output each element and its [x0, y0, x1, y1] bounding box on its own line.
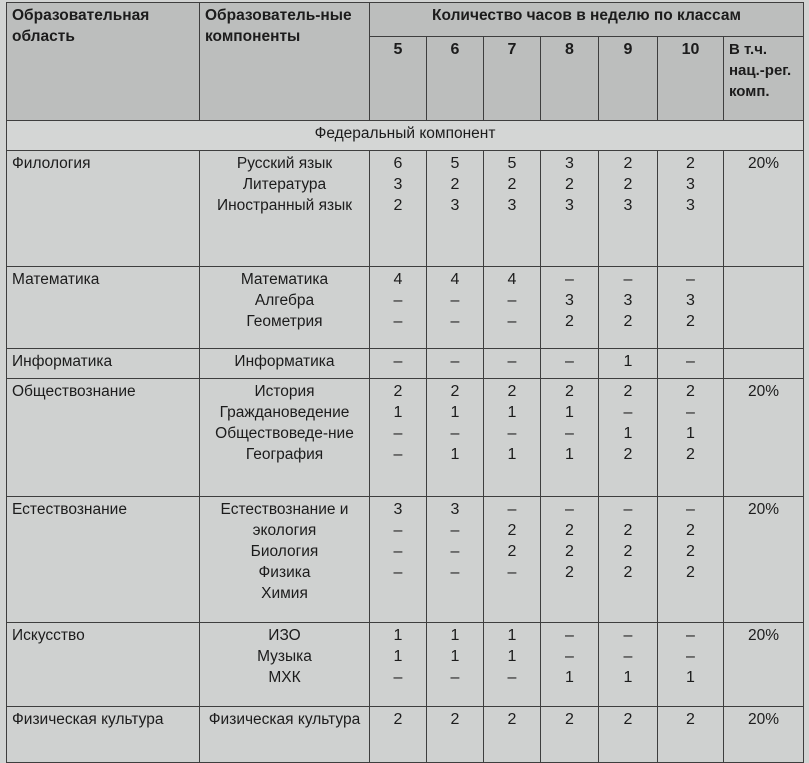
hours-value: 2	[393, 197, 403, 214]
hours-cell-grade-8	[541, 349, 599, 379]
hours-value: –	[565, 648, 574, 665]
hours-cell-grade-10	[658, 151, 724, 267]
hours-value: 2	[623, 564, 633, 581]
hours-cell-grade-5	[370, 379, 427, 497]
hours-value: 1	[450, 404, 460, 421]
component-name: Обществоведе-ние	[215, 425, 354, 442]
hours-value: 2	[450, 383, 460, 400]
hours-value: 3	[686, 292, 695, 309]
hours-cell-grade-10	[658, 379, 724, 497]
component-name: Физическая культура	[208, 711, 361, 728]
hours-value: 1	[450, 446, 460, 463]
component-name: Биология	[250, 543, 319, 560]
hours-value: 2	[565, 543, 574, 560]
hours-cell-grade-7	[484, 267, 541, 349]
hours-value: –	[623, 404, 633, 421]
hours-cell-grade-6	[427, 349, 484, 379]
hours-value: –	[507, 564, 517, 581]
table-row	[7, 151, 804, 267]
component-name: МХК	[268, 669, 301, 686]
hours-value: 2	[565, 522, 574, 539]
hours-value: 2	[507, 711, 517, 728]
hours-value: –	[507, 425, 517, 442]
hours-value: 2	[686, 711, 695, 728]
hours-cell-grade-8	[541, 623, 599, 707]
national-share-cell	[724, 267, 804, 349]
table-body	[7, 121, 804, 763]
national-share-cell: 20%	[724, 151, 804, 267]
hours-cell-grade-6	[427, 379, 484, 497]
hours-value: 1	[450, 648, 460, 665]
hours-cell-grade-5	[370, 267, 427, 349]
hours-value: –	[450, 353, 460, 370]
hours-cell-grade-5	[370, 151, 427, 267]
hours-value: 1	[507, 404, 517, 421]
component-name: Геометрия	[246, 313, 323, 330]
header-components: Образователь-ные компоненты	[200, 3, 370, 121]
hours-cell-grade-9	[599, 623, 658, 707]
hours-value: 1	[565, 446, 574, 463]
hours-value: 5	[450, 155, 460, 172]
hours-cell-grade-6	[427, 707, 484, 763]
hours-cell-grade-9	[599, 379, 658, 497]
hours-value: –	[450, 313, 460, 330]
hours-value: 1	[507, 648, 517, 665]
hours-value: –	[565, 353, 574, 370]
hours-value: 2	[686, 313, 695, 330]
area-cell: Физическая культура	[7, 707, 200, 763]
hours-value: 2	[686, 522, 695, 539]
component-name: Русский язык	[236, 155, 333, 172]
hours-value: 1	[507, 446, 517, 463]
hours-value: –	[686, 353, 695, 370]
hours-cell-grade-8	[541, 379, 599, 497]
hours-value: 4	[450, 271, 460, 288]
hours-value: –	[507, 353, 517, 370]
hours-value: –	[393, 313, 403, 330]
curriculum-table	[6, 2, 804, 763]
hours-value: 1	[565, 669, 574, 686]
hours-value: –	[623, 627, 633, 644]
components-cell	[200, 379, 370, 497]
hours-cell-grade-7	[484, 707, 541, 763]
component-name: ИЗО	[268, 627, 301, 644]
hours-value: –	[450, 543, 460, 560]
hours-cell-grade-7	[484, 497, 541, 623]
hours-value: –	[565, 627, 574, 644]
hours-value: –	[686, 627, 695, 644]
hours-value: 2	[623, 176, 633, 193]
hours-cell-grade-8	[541, 267, 599, 349]
header-grade-7: 7	[484, 37, 541, 121]
hours-value: –	[623, 501, 633, 518]
table-row	[7, 623, 804, 707]
hours-value: –	[450, 564, 460, 581]
component-name: Физика	[258, 564, 311, 581]
component-name: Граждановедение	[219, 404, 350, 421]
hours-value: –	[507, 313, 517, 330]
hours-cell-grade-9	[599, 707, 658, 763]
national-share-cell: 20%	[724, 623, 804, 707]
hours-value: –	[393, 522, 403, 539]
table-row	[7, 267, 804, 349]
components-cell	[200, 623, 370, 707]
hours-cell-grade-10	[658, 707, 724, 763]
hours-value: –	[450, 425, 460, 442]
area-cell: Математика	[7, 267, 200, 349]
component-name: География	[245, 446, 324, 463]
hours-cell-grade-7	[484, 379, 541, 497]
hours-value: 1	[623, 425, 633, 442]
hours-cell-grade-6	[427, 497, 484, 623]
hours-value: –	[565, 425, 574, 442]
federal-component-label: Федеральный компонент	[7, 121, 804, 151]
hours-value: 1	[686, 669, 695, 686]
hours-value: –	[393, 353, 403, 370]
component-name: История	[254, 383, 315, 400]
hours-cell-grade-7	[484, 349, 541, 379]
hours-value: 2	[450, 176, 460, 193]
national-share-cell: 20%	[724, 497, 804, 623]
hours-cell-grade-10	[658, 349, 724, 379]
hours-value: 1	[623, 669, 633, 686]
hours-cell-grade-8	[541, 497, 599, 623]
component-name: Литература	[242, 176, 327, 193]
hours-value: 2	[565, 383, 574, 400]
hours-cell-grade-5	[370, 497, 427, 623]
hours-value: 6	[393, 155, 403, 172]
header-grade-6: 6	[427, 37, 484, 121]
hours-value: –	[686, 271, 695, 288]
hours-value: –	[450, 292, 460, 309]
hours-cell-grade-6	[427, 267, 484, 349]
table-row	[7, 349, 804, 379]
header-hours: Количество часов в неделю по классам	[370, 3, 804, 37]
hours-value: 3	[623, 197, 633, 214]
component-name: Иностранный язык	[216, 197, 353, 214]
hours-value: –	[507, 292, 517, 309]
hours-value: –	[686, 648, 695, 665]
hours-value: –	[686, 501, 695, 518]
component-name: Музыка	[257, 648, 312, 665]
header-grade-8: 8	[541, 37, 599, 121]
hours-value: –	[507, 501, 517, 518]
national-share-cell	[724, 349, 804, 379]
component-name: Алгебра	[254, 292, 315, 309]
national-share-cell: 20%	[724, 379, 804, 497]
hours-value: 2	[686, 564, 695, 581]
hours-value: 1	[393, 627, 403, 644]
hours-value: –	[393, 564, 403, 581]
hours-value: 2	[623, 543, 633, 560]
national-share-cell: 20%	[724, 707, 804, 763]
components-cell	[200, 707, 370, 763]
hours-value: 2	[565, 313, 574, 330]
components-cell	[200, 497, 370, 623]
hours-value: 3	[565, 197, 574, 214]
header-grade-5: 5	[370, 37, 427, 121]
hours-value: 3	[686, 197, 695, 214]
hours-value: –	[623, 648, 633, 665]
hours-value: –	[393, 543, 403, 560]
hours-value: 2	[507, 176, 517, 193]
hours-cell-grade-9	[599, 151, 658, 267]
hours-value: 2	[623, 711, 633, 728]
hours-value: 2	[507, 383, 517, 400]
hours-cell-grade-6	[427, 151, 484, 267]
hours-value: 2	[565, 711, 574, 728]
hours-cell-grade-8	[541, 707, 599, 763]
area-cell: Естествознание	[7, 497, 200, 623]
hours-value: 2	[393, 383, 403, 400]
header-grade-10: 10	[658, 37, 724, 121]
hours-value: 2	[623, 383, 633, 400]
hours-value: –	[393, 292, 403, 309]
hours-value: 1	[450, 627, 460, 644]
hours-value: –	[565, 271, 574, 288]
table-row	[7, 707, 804, 763]
hours-value: –	[686, 404, 695, 421]
hours-value: –	[393, 446, 403, 463]
header-area: Образовательная область	[7, 3, 200, 121]
hours-value: 2	[393, 711, 403, 728]
hours-value: –	[393, 425, 403, 442]
hours-cell-grade-10	[658, 497, 724, 623]
hours-value: –	[623, 271, 633, 288]
area-cell: Искусство	[7, 623, 200, 707]
hours-value: 3	[565, 292, 574, 309]
hours-value: 3	[565, 155, 574, 172]
hours-value: 2	[686, 446, 695, 463]
area-cell: Информатика	[7, 349, 200, 379]
hours-value: –	[507, 669, 517, 686]
hours-value: 3	[507, 197, 517, 214]
hours-value: 2	[507, 543, 517, 560]
hours-value: 3	[450, 197, 460, 214]
hours-value: 2	[623, 522, 633, 539]
hours-cell-grade-10	[658, 267, 724, 349]
hours-value: 4	[393, 271, 403, 288]
hours-value: –	[450, 669, 460, 686]
hours-cell-grade-5	[370, 349, 427, 379]
hours-value: –	[565, 501, 574, 518]
components-cell	[200, 267, 370, 349]
hours-value: 4	[507, 271, 517, 288]
hours-value: 3	[686, 176, 695, 193]
hours-value: 2	[450, 711, 460, 728]
hours-value: 2	[623, 155, 633, 172]
hours-value: –	[450, 522, 460, 539]
hours-value: 2	[623, 313, 633, 330]
hours-value: 2	[565, 176, 574, 193]
hours-value: 1	[565, 404, 574, 421]
component-name: Естествознание и экология	[220, 501, 349, 539]
component-name: Математика	[240, 271, 329, 288]
hours-value: 2	[686, 543, 695, 560]
hours-cell-grade-9	[599, 267, 658, 349]
hours-value: –	[393, 669, 403, 686]
hours-cell-grade-10	[658, 623, 724, 707]
hours-cell-grade-5	[370, 623, 427, 707]
hours-value: 1	[686, 425, 695, 442]
hours-value: 2	[507, 522, 517, 539]
header-national: В т.ч. нац.-рег. комп.	[724, 37, 804, 121]
hours-value: 1	[507, 627, 517, 644]
hours-value: 2	[686, 155, 695, 172]
components-cell	[200, 151, 370, 267]
hours-value: 2	[686, 383, 695, 400]
hours-cell-grade-7	[484, 151, 541, 267]
hours-value: 3	[450, 501, 460, 518]
hours-value: 3	[623, 292, 633, 309]
table-row	[7, 379, 804, 497]
hours-cell-grade-5	[370, 707, 427, 763]
hours-value: 3	[393, 176, 403, 193]
hours-value: 1	[393, 648, 403, 665]
hours-value: 5	[507, 155, 517, 172]
hours-cell-grade-9	[599, 349, 658, 379]
hours-cell-grade-7	[484, 623, 541, 707]
hours-value: 3	[393, 501, 403, 518]
area-cell: Филология	[7, 151, 200, 267]
component-name: Информатика	[234, 353, 335, 370]
components-cell	[200, 349, 370, 379]
header-grade-9: 9	[599, 37, 658, 121]
hours-value: 1	[393, 404, 403, 421]
hours-cell-grade-6	[427, 623, 484, 707]
component-name: Химия	[261, 585, 308, 602]
table-row	[7, 497, 804, 623]
hours-value: 2	[623, 446, 633, 463]
hours-value: 2	[565, 564, 574, 581]
hours-cell-grade-8	[541, 151, 599, 267]
area-cell: Обществознание	[7, 379, 200, 497]
hours-value: 1	[623, 353, 633, 370]
hours-cell-grade-9	[599, 497, 658, 623]
